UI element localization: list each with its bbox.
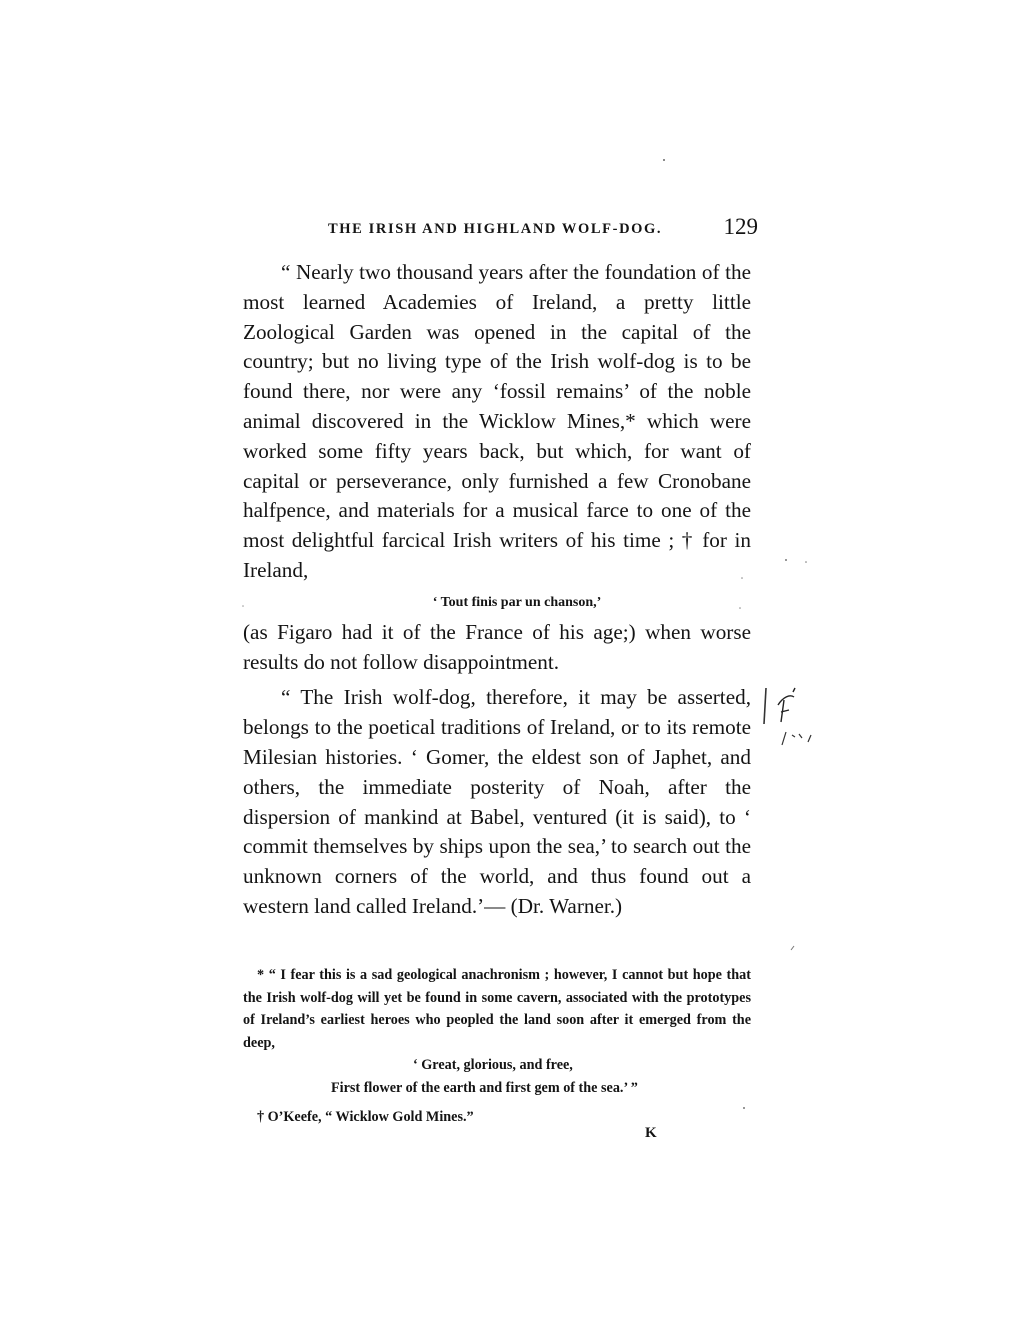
french-quotation: ‘ Tout finis par un chanson,’ <box>432 594 602 610</box>
speck-3 <box>805 561 807 563</box>
page-header <box>328 214 758 244</box>
speck-1 <box>663 159 665 161</box>
footnote-verse-line-2: First flower of the earth and first gem of the sea.’ ” <box>331 1079 638 1096</box>
running-head: THE IRISH AND HIGHLAND WOLF-DOG. <box>328 221 663 237</box>
body-text <box>243 258 751 922</box>
speck-6 <box>791 946 794 950</box>
footnote-dagger: † O’Keefe, “ Wicklow Gold Mines.” <box>257 1108 474 1125</box>
paragraph-3: “ The Irish wolf-dog, therefore, it may be asserted, belongs to the poetical traditions of Ireland, or to its remote Milesian histories. ‘ Gomer, the eldest son of Japhet, and others, the immediate posterity of Noah, after the dispersion of mankind at Babel, ventured (it is said), to ‘ commit themselves by ships upon the sea,’ to search out the unknown corners of the world, and thus found out a western land called Ireland.’— (Dr. Warner.) <box>243 685 751 918</box>
footnote-asterisk: * “ I fear this is a sad geological anachronism ; however, I cannot but hope that the Irish wolf-dog will yet be found in some cavern, associated with the prototypes of Ireland’s earliest heroes who peopled the land soon after it emerged from the deep, <box>243 967 751 1051</box>
paragraph-1: “ Nearly two thousand years after the foundation of the most learned Academies of Ireland, a pretty little Zoological Garden was opened in the capital of the country; but no living type of the Irish wolf-dog is to be found there, nor were any ‘fossil remains’ of the noble animal discovered in the Wicklow Mines,* which were worked some fifty years back, but which, for want of capital or perseverance, only furnished a few Cronobane halfpence, and materials for a musical farce to one of the most delightful farcical Irish writers of his time ; † for in Ireland, <box>243 260 751 582</box>
margin-scribble-2 <box>782 732 811 745</box>
margin-scribble-1 <box>778 688 795 722</box>
signature-mark: K <box>645 1125 657 1141</box>
page-number: 129 <box>723 214 758 239</box>
speck-2 <box>785 559 787 561</box>
margin-bar-mark <box>764 688 766 724</box>
paragraph-2: (as Figaro had it of the France of his age;) when worse results do not follow disappointment. <box>243 619 751 674</box>
footnotes <box>243 964 751 1128</box>
footnote-verse-line-1: ‘ Great, glorious, and free, <box>413 1057 573 1074</box>
